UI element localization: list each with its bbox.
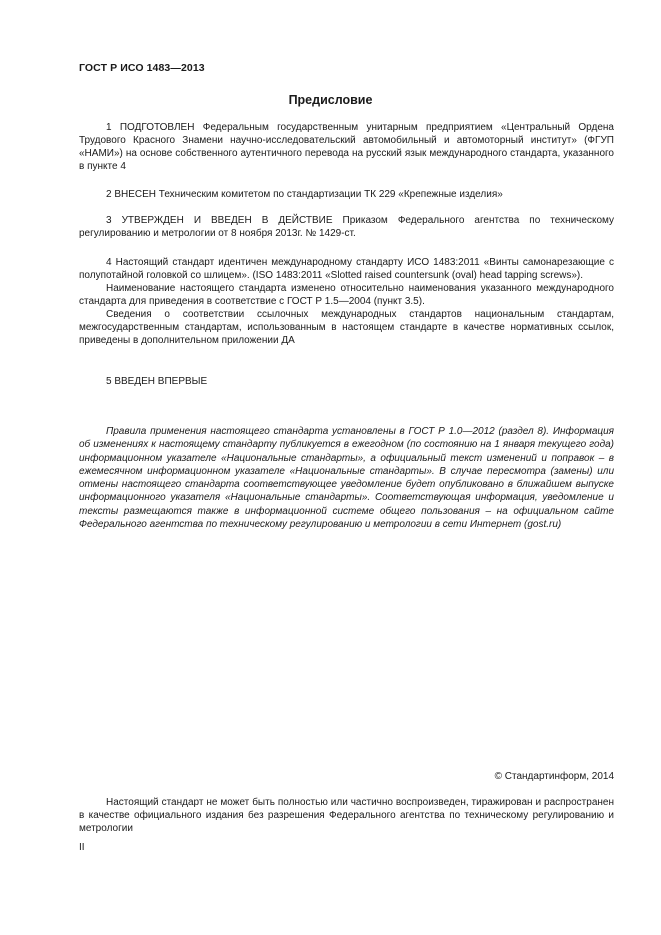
foreword-item-5-text: 5 ВВЕДЕН ВПЕРВЫЕ [106, 376, 208, 387]
foreword-item-4-paragraph-2: Наименование настоящего стандарта изменено относительно наименования указанного международного стандарта для приведения в соответствие с ГОСТ Р 1.5—2004 (пункт 3.5). [79, 283, 614, 307]
foreword-item-3-text: 3 УТВЕРЖДЕН И ВВЕДЕН В ДЕЙСТВИЕ Приказом Федерального агентства по техническому регулированию и метрологии от 8 ноября 2013г. № 1429-ст. [79, 215, 614, 239]
foreword-item-4 [79, 256, 614, 347]
page-title: Предисловие [288, 93, 373, 107]
foreword-item-1 [79, 121, 614, 173]
standard-code-header: ГОСТ Р ИСО 1483—2013 [79, 62, 205, 74]
reproduction-notice: Настоящий стандарт не может быть полностью или частично воспроизведен, тиражирован и распространен в качестве официального издания без разрешения Федерального агентства по техническому регулированию и метрологии [79, 797, 614, 834]
rules-notice: Правила применения настоящего стандарта установлены в ГОСТ Р 1.0—2012 (раздел 8). Информация об изменениях к настоящему стандарту публикуется в ежегодном (по состоянию на 1 января текущего года) информационном указателе «Национальные стандарты», а официальный текст изменений и поправок – в ежемесячном информационном указателе «Национальные стандарты». В случае пересмотра (замены) или отмены настоящего стандарта соответствующее уведомление будет опубликовано в ближайшем выпуске информационного указателя «Национальные стандарты». Соответствующая информация, уведомление и тексты размещаются также в информационной системе общего пользования – на официальном сайте Федерального агентства по техническому регулированию и метрологии в сети Интернет (gost.ru) [79, 426, 614, 531]
foreword-item-5 [79, 375, 614, 388]
foreword-item-3 [79, 214, 614, 240]
foreword-item-4-paragraph-1: 4 Настоящий стандарт идентичен международному стандарту ИСО 1483:2011 «Винты самонарезающие с полупотайной головкой со шлицем». (ISO 1483:2011 «Slotted raised countersunk (oval) head tapping screws»). [79, 257, 614, 281]
copyright-line: © Стандартинформ, 2014 [494, 771, 614, 782]
foreword-item-4-paragraph-3: Сведения о соответствии ссылочных международных стандартов национальным стандартам, межгосударственным стандартам, использованным в настоящем стандарте в качестве нормативных ссылок, приведены в дополнительном приложении ДА [79, 309, 614, 346]
foreword-item-1-text: 1 ПОДГОТОВЛЕН Федеральным государственным унитарным предприятием «Центральный Ордена Трудового Красного Знамени научно-исследовательский автомобильный и автомоторный институт» (ФГУП «НАМИ») на основе собственного аутентичного перевода на русский язык международного стандарта, указанного в пункте 4 [79, 122, 614, 172]
foreword-item-2 [79, 188, 614, 201]
foreword-item-2-text: 2 ВНЕСЕН Техническим комитетом по стандартизации ТК 229 «Крепежные изделия» [106, 189, 503, 200]
page-number: II [79, 842, 85, 853]
